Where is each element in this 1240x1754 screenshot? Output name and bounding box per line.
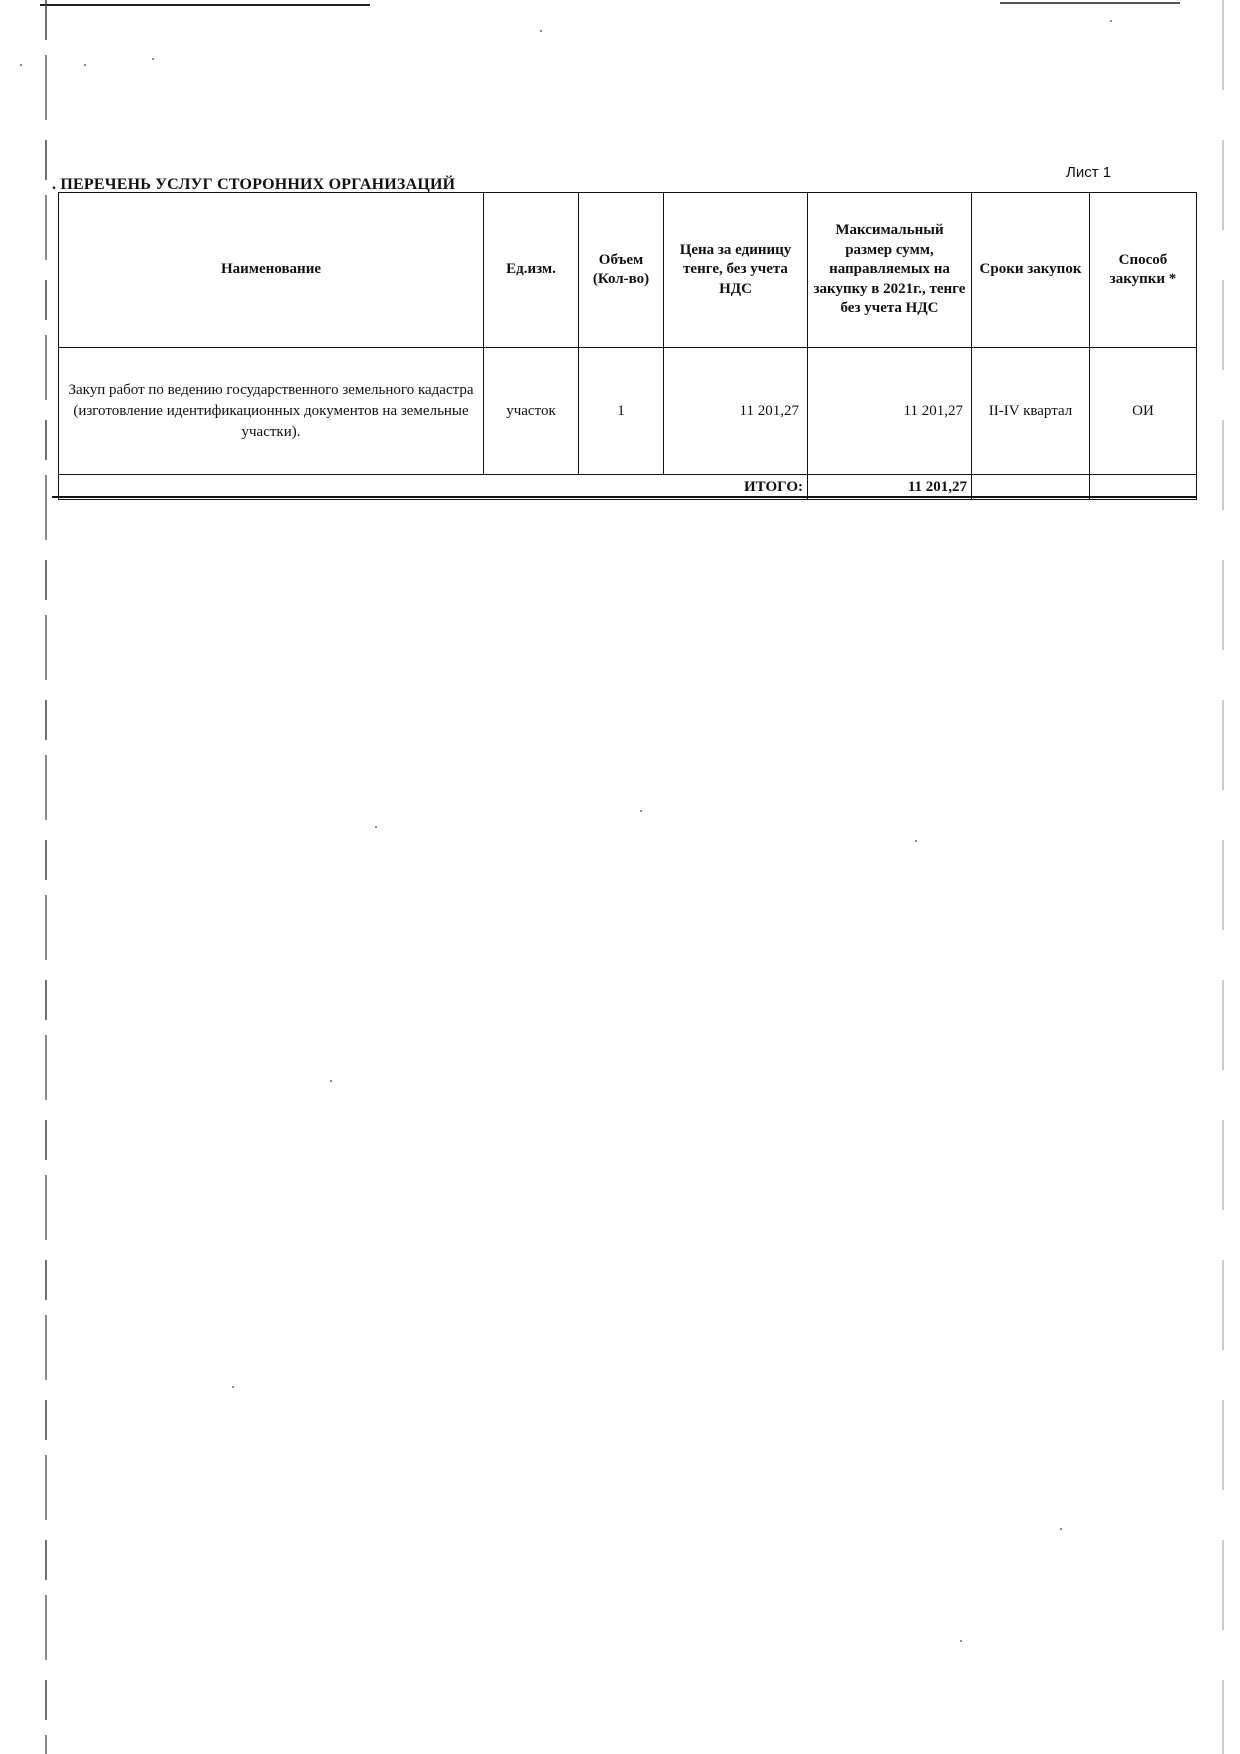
- scan-edge-right: [1222, 0, 1224, 1754]
- cell-name: Закуп работ по ведению государственного земельного кадастра (изготовление идентификационных документов на земельные участки).: [59, 348, 484, 475]
- scan-edge-top: [40, 4, 370, 6]
- total-value: 11 201,27: [808, 475, 972, 500]
- header-row: [59, 193, 1197, 348]
- scan-speck: [640, 810, 642, 812]
- cell-method: ОИ: [1090, 348, 1197, 475]
- header-terms: Сроки закупок: [972, 193, 1090, 348]
- header-name: Наименование: [59, 193, 484, 348]
- cell-unit-price: 11 201,27: [664, 348, 808, 475]
- cell-unit: участок: [484, 348, 579, 475]
- scan-speck: [915, 840, 917, 842]
- scan-speck: [232, 1386, 234, 1388]
- header-max-amount: Максимальный размер сумм, направляемых на закупку в 2021г., тенге без учета НДС: [808, 193, 972, 348]
- scan-edge-left: [45, 0, 47, 1754]
- scan-speck: [375, 826, 377, 828]
- header-unit-price: Цена за единицу тенге, без учета НДС: [664, 193, 808, 348]
- cell-terms: II-IV квартал: [972, 348, 1090, 475]
- total-label: ИТОГО:: [59, 475, 808, 500]
- table-row: [59, 348, 1197, 475]
- scan-speck: [20, 64, 22, 66]
- header-volume: Объем (Кол-во): [579, 193, 664, 348]
- services-table: [58, 192, 1197, 500]
- table-bottom-rule: [52, 496, 1196, 498]
- document-title: . ПЕРЕЧЕНЬ УСЛУГ СТОРОННИХ ОРГАНИЗАЦИЙ: [52, 176, 456, 193]
- cell-volume: 1: [579, 348, 664, 475]
- scan-speck: [1110, 20, 1112, 22]
- header-method: Способ закупки *: [1090, 193, 1197, 348]
- cell-max-amount: 11 201,27: [808, 348, 972, 475]
- scan-speck: [960, 1640, 962, 1642]
- scan-speck: [84, 64, 86, 66]
- scan-speck: [1060, 1528, 1062, 1530]
- scan-speck: [330, 1080, 332, 1082]
- sheet-number: Лист 1: [1066, 164, 1112, 181]
- header-unit: Ед.изм.: [484, 193, 579, 348]
- scan-edge-top-right: [1000, 2, 1180, 4]
- scan-speck: [152, 58, 154, 60]
- scan-speck: [540, 30, 542, 32]
